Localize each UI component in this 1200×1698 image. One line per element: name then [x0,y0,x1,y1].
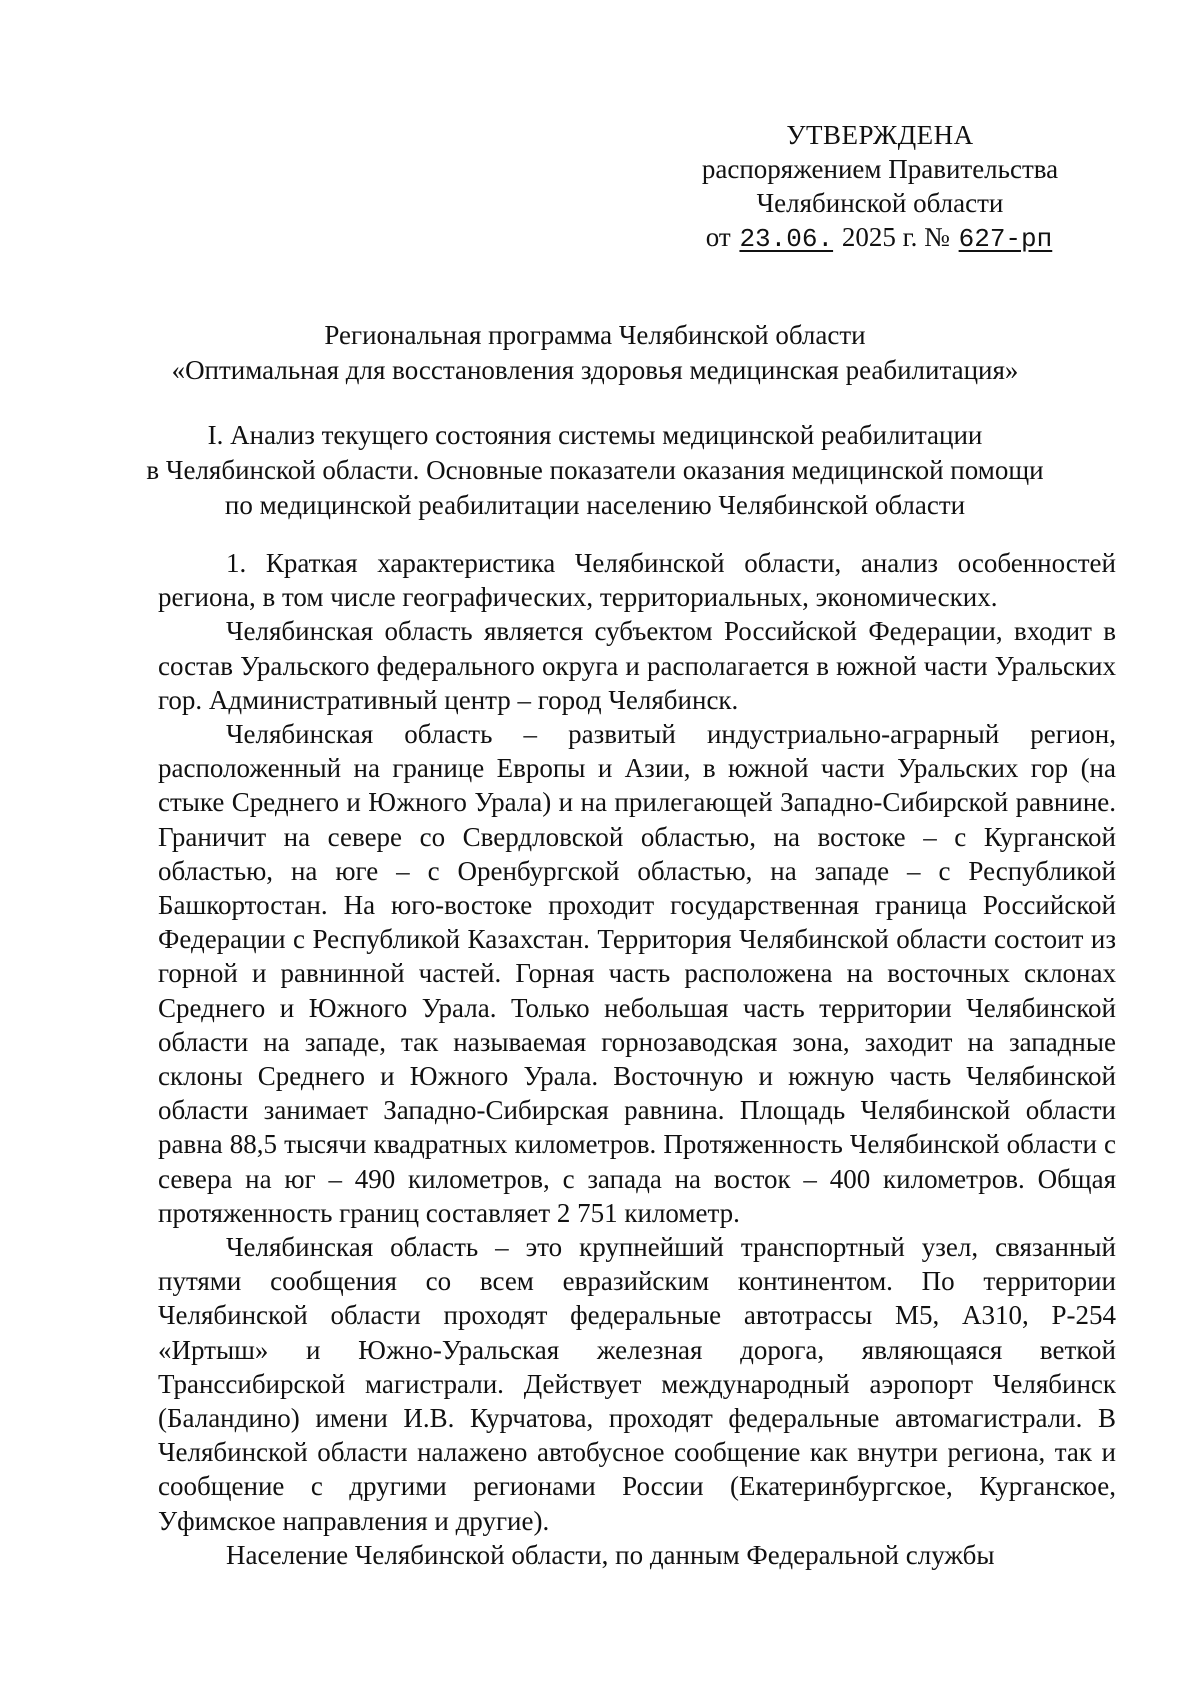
approval-title: УТВЕРЖДЕНА [786,120,974,150]
program-title-line-2: «Оптимальная для восстановления здоровья медицинская реабилитация» [171,355,1019,385]
body-text [158,546,1116,1572]
section-heading-line-3: по медицинской реабилитации населению Челябинской области [224,490,966,520]
approval-stamp [660,118,1100,256]
year-label: 2025 г. № [841,222,950,252]
decree-number: 627-рп [958,224,1053,254]
date-prefix: от [705,222,731,252]
date-value: 23.06. [739,224,834,254]
paragraph: Челябинская область – развитый индустриально-аграрный регион, расположенный на границе Европы и Азии, в южной части Уральских гор (на стыке Среднего и Южного Урала) и на прилегающей Западно-Сибирской равнине. Граничит на севере со Свердловской областью, на востоке – с Курганской областью, на юге – с Оренбургской областью, на западе – с Республикой Башкортостан. На юго-востоке проходит государственная граница Российской Федерации с Республикой Казахстан. Территория Челябинской области состоит из горной и равнинной частей. Горная часть расположена на восточных склонах Среднего и Южного Урала. Только небольшая часть территории Челябинской области на западе, так называемая горнозаводская зона, заходит на западные склоны Среднего и Южного Урала. Восточную и южную часть Челябинской области занимает Западно-Сибирская равнина. Площадь Челябинской области равна 88,5 тысячи квадратных километров. Протяженность Челябинской области с севера на юг – 490 километров, с запада на восток – 400 километров. Общая протяженность границ составляет 2 751 километр. [158,719,1116,1228]
section-heading-line-1: I. Анализ текущего состояния системы медицинской реабилитации [207,420,983,450]
section-heading [130,418,1060,523]
paragraph: 1. Краткая характеристика Челябинской области, анализ особенностей региона, в том числе географических, территориальных, экономических. [158,548,1116,613]
program-title [130,318,1060,388]
approval-line-2: Челябинской области [756,188,1004,218]
paragraph: Челябинская область является субъектом Российской Федерации, входит в состав Уральского федерального округа и располагается в южной части Уральских гор. Административный центр – город Челябинск. [158,616,1116,715]
paragraph: Челябинская область – это крупнейший транспортный узел, связанный путями сообщения со всем евразийским континентом. По территории Челябинской области проходят федеральные автотрассы М5, А310, Р-254 «Иртыш» и Южно-Уральская железная дорога, являющаяся веткой Транссибирской магистрали. Действует международный аэропорт Челябинск (Баландино) имени И.В. Курчатова, проходят федеральные автомагистрали. В Челябинской области налажено автобусное сообщение как внутри региона, так и сообщение с другими регионами России (Екатеринбургское, Курганское, Уфимское направления и другие). [158,1232,1116,1536]
program-title-line-1: Региональная программа Челябинской области [324,320,866,350]
section-heading-line-2: в Челябинской области. Основные показатели оказания медицинской помощи [146,455,1044,485]
approval-line-1: распоряжением Правительства [701,154,1059,184]
paragraph: Население Челябинской области, по данным Федеральной службы [226,1539,995,1570]
approval-date-line [660,220,1100,256]
